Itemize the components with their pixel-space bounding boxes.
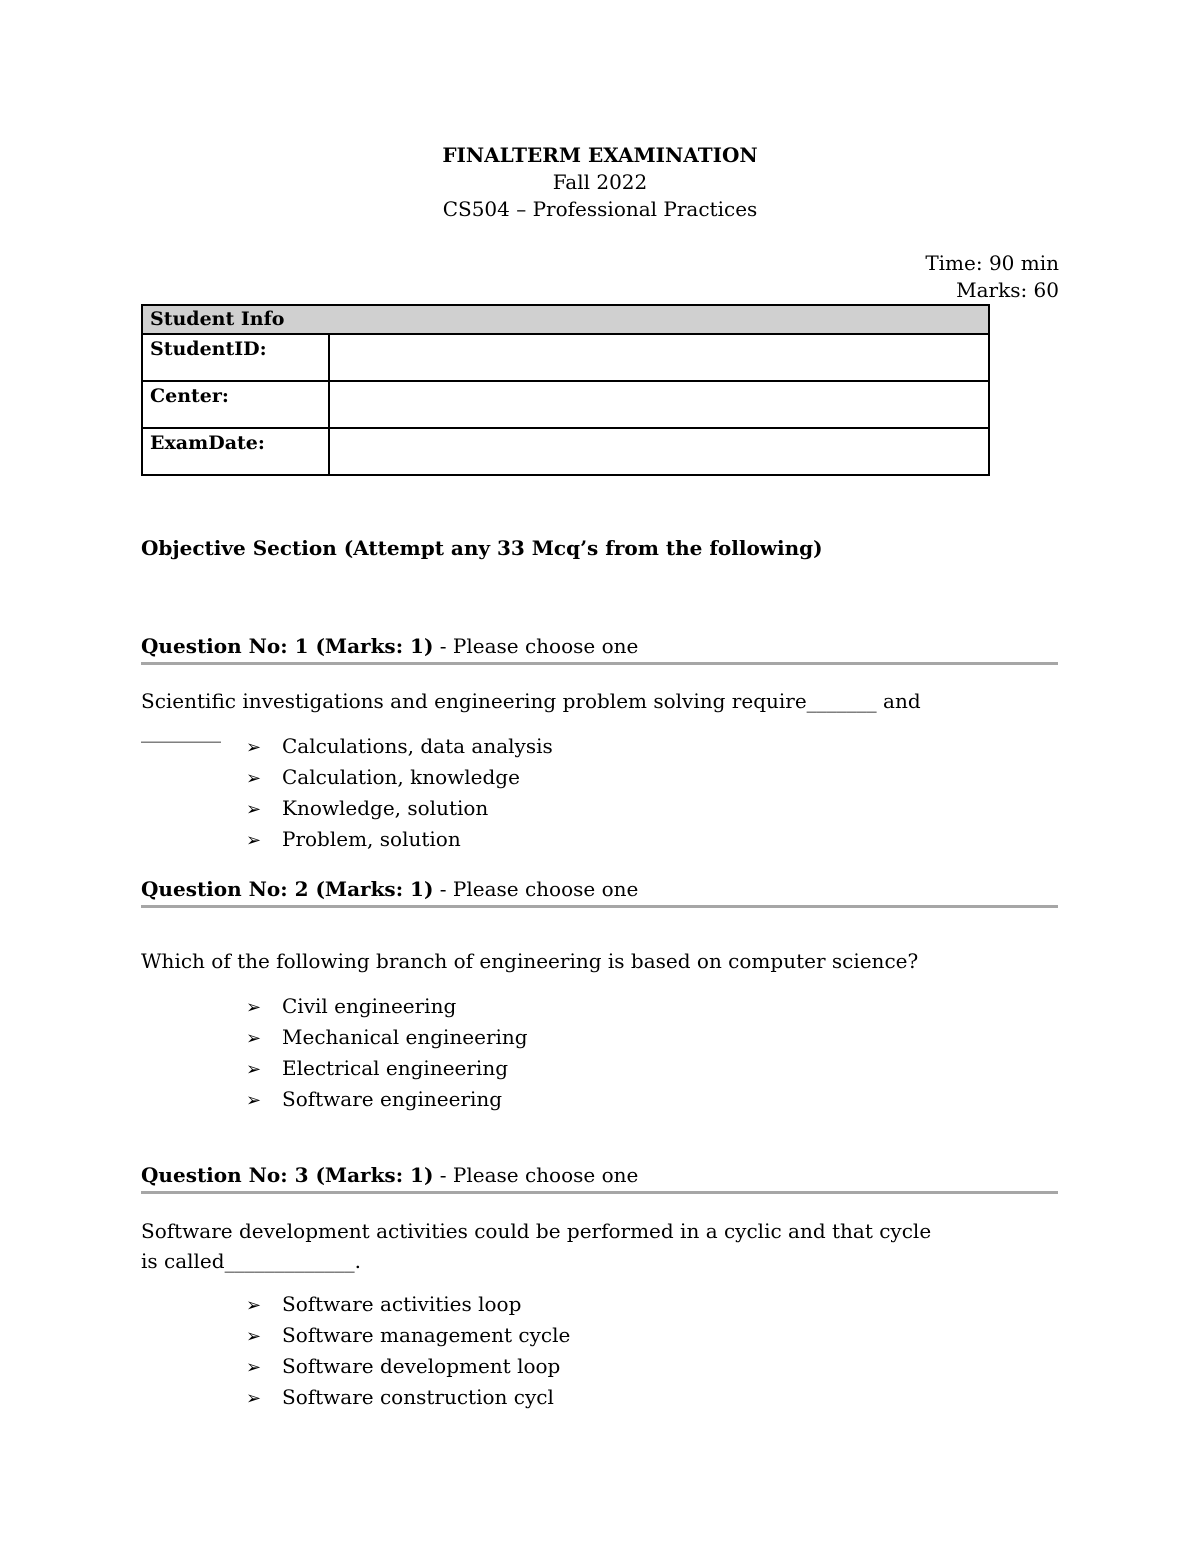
question-2-instruction: - Please choose one bbox=[433, 877, 639, 901]
arrow-bullet-icon: ➢ bbox=[246, 737, 262, 758]
course-title: CS504 – Professional Practices bbox=[442, 197, 758, 221]
question-1-label: Question No: 1 (Marks: 1) bbox=[141, 634, 434, 658]
question-3-header bbox=[141, 1163, 1058, 1194]
question-1-text: Scientific investigations and engineering problem solving require_______ and ________ bbox=[141, 689, 921, 743]
arrow-bullet-icon: ➢ bbox=[246, 1326, 262, 1347]
option-item[interactable]: ➢ Calculations, data analysis bbox=[246, 731, 553, 762]
option-item[interactable]: ➢ Problem, solution bbox=[246, 824, 553, 855]
question-2-text: Which of the following branch of engineering is based on computer science? bbox=[141, 949, 919, 973]
option-item[interactable]: ➢ Calculation, knowledge bbox=[246, 762, 553, 793]
option-item[interactable]: ➢ Software engineering bbox=[246, 1084, 528, 1115]
option-item[interactable]: ➢ Mechanical engineering bbox=[246, 1022, 528, 1053]
option-item[interactable]: ➢ Software construction cycl bbox=[246, 1382, 570, 1413]
arrow-bullet-icon: ➢ bbox=[246, 1357, 262, 1378]
exam-date-field[interactable] bbox=[329, 428, 989, 475]
question-3-options bbox=[246, 1289, 570, 1413]
student-id-field[interactable] bbox=[329, 334, 989, 381]
student-id-label: StudentID: bbox=[142, 334, 329, 381]
question-1-header bbox=[141, 634, 1058, 665]
arrow-bullet-icon: ➢ bbox=[246, 768, 262, 789]
question-1-instruction: - Please choose one bbox=[433, 634, 639, 658]
exam-header bbox=[0, 142, 1200, 223]
arrow-bullet-icon: ➢ bbox=[246, 799, 262, 820]
arrow-bullet-icon: ➢ bbox=[246, 1295, 262, 1316]
question-1-options bbox=[246, 731, 553, 855]
option-item[interactable]: ➢ Software development loop bbox=[246, 1351, 570, 1382]
student-info-heading: Student Info bbox=[142, 305, 989, 334]
center-label: Center: bbox=[142, 381, 329, 428]
question-2-header bbox=[141, 877, 1058, 908]
exam-marks: Marks: 60 bbox=[956, 278, 1059, 302]
question-3-label: Question No: 3 (Marks: 1) bbox=[141, 1163, 434, 1187]
arrow-bullet-icon: ➢ bbox=[246, 997, 262, 1018]
exam-date-label: ExamDate: bbox=[142, 428, 329, 475]
arrow-bullet-icon: ➢ bbox=[246, 1028, 262, 1049]
center-field[interactable] bbox=[329, 381, 989, 428]
arrow-bullet-icon: ➢ bbox=[246, 830, 262, 851]
option-item[interactable]: ➢ Civil engineering bbox=[246, 991, 528, 1022]
arrow-bullet-icon: ➢ bbox=[246, 1090, 262, 1111]
exam-time: Time: 90 min bbox=[925, 251, 1059, 275]
question-2-options bbox=[246, 991, 528, 1115]
exam-term: Fall 2022 bbox=[552, 170, 648, 194]
student-info-table bbox=[141, 304, 990, 476]
arrow-bullet-icon: ➢ bbox=[246, 1388, 262, 1409]
option-item[interactable]: ➢ Electrical engineering bbox=[246, 1053, 528, 1084]
arrow-bullet-icon: ➢ bbox=[246, 1059, 262, 1080]
option-item[interactable]: ➢ Software activities loop bbox=[246, 1289, 570, 1320]
option-item[interactable]: ➢ Knowledge, solution bbox=[246, 793, 553, 824]
question-3-instruction: - Please choose one bbox=[433, 1163, 639, 1187]
option-item[interactable]: ➢ Software management cycle bbox=[246, 1320, 570, 1351]
exam-meta bbox=[925, 250, 1059, 304]
question-3-text: Software development activities could be performed in a cyclic and that cycle is called_____________. bbox=[141, 1219, 932, 1273]
objective-section-heading: Objective Section (Attempt any 33 Mcq’s from the following) bbox=[141, 536, 823, 560]
exam-title: FINALTERM EXAMINATION bbox=[442, 143, 758, 167]
question-2-label: Question No: 2 (Marks: 1) bbox=[141, 877, 434, 901]
